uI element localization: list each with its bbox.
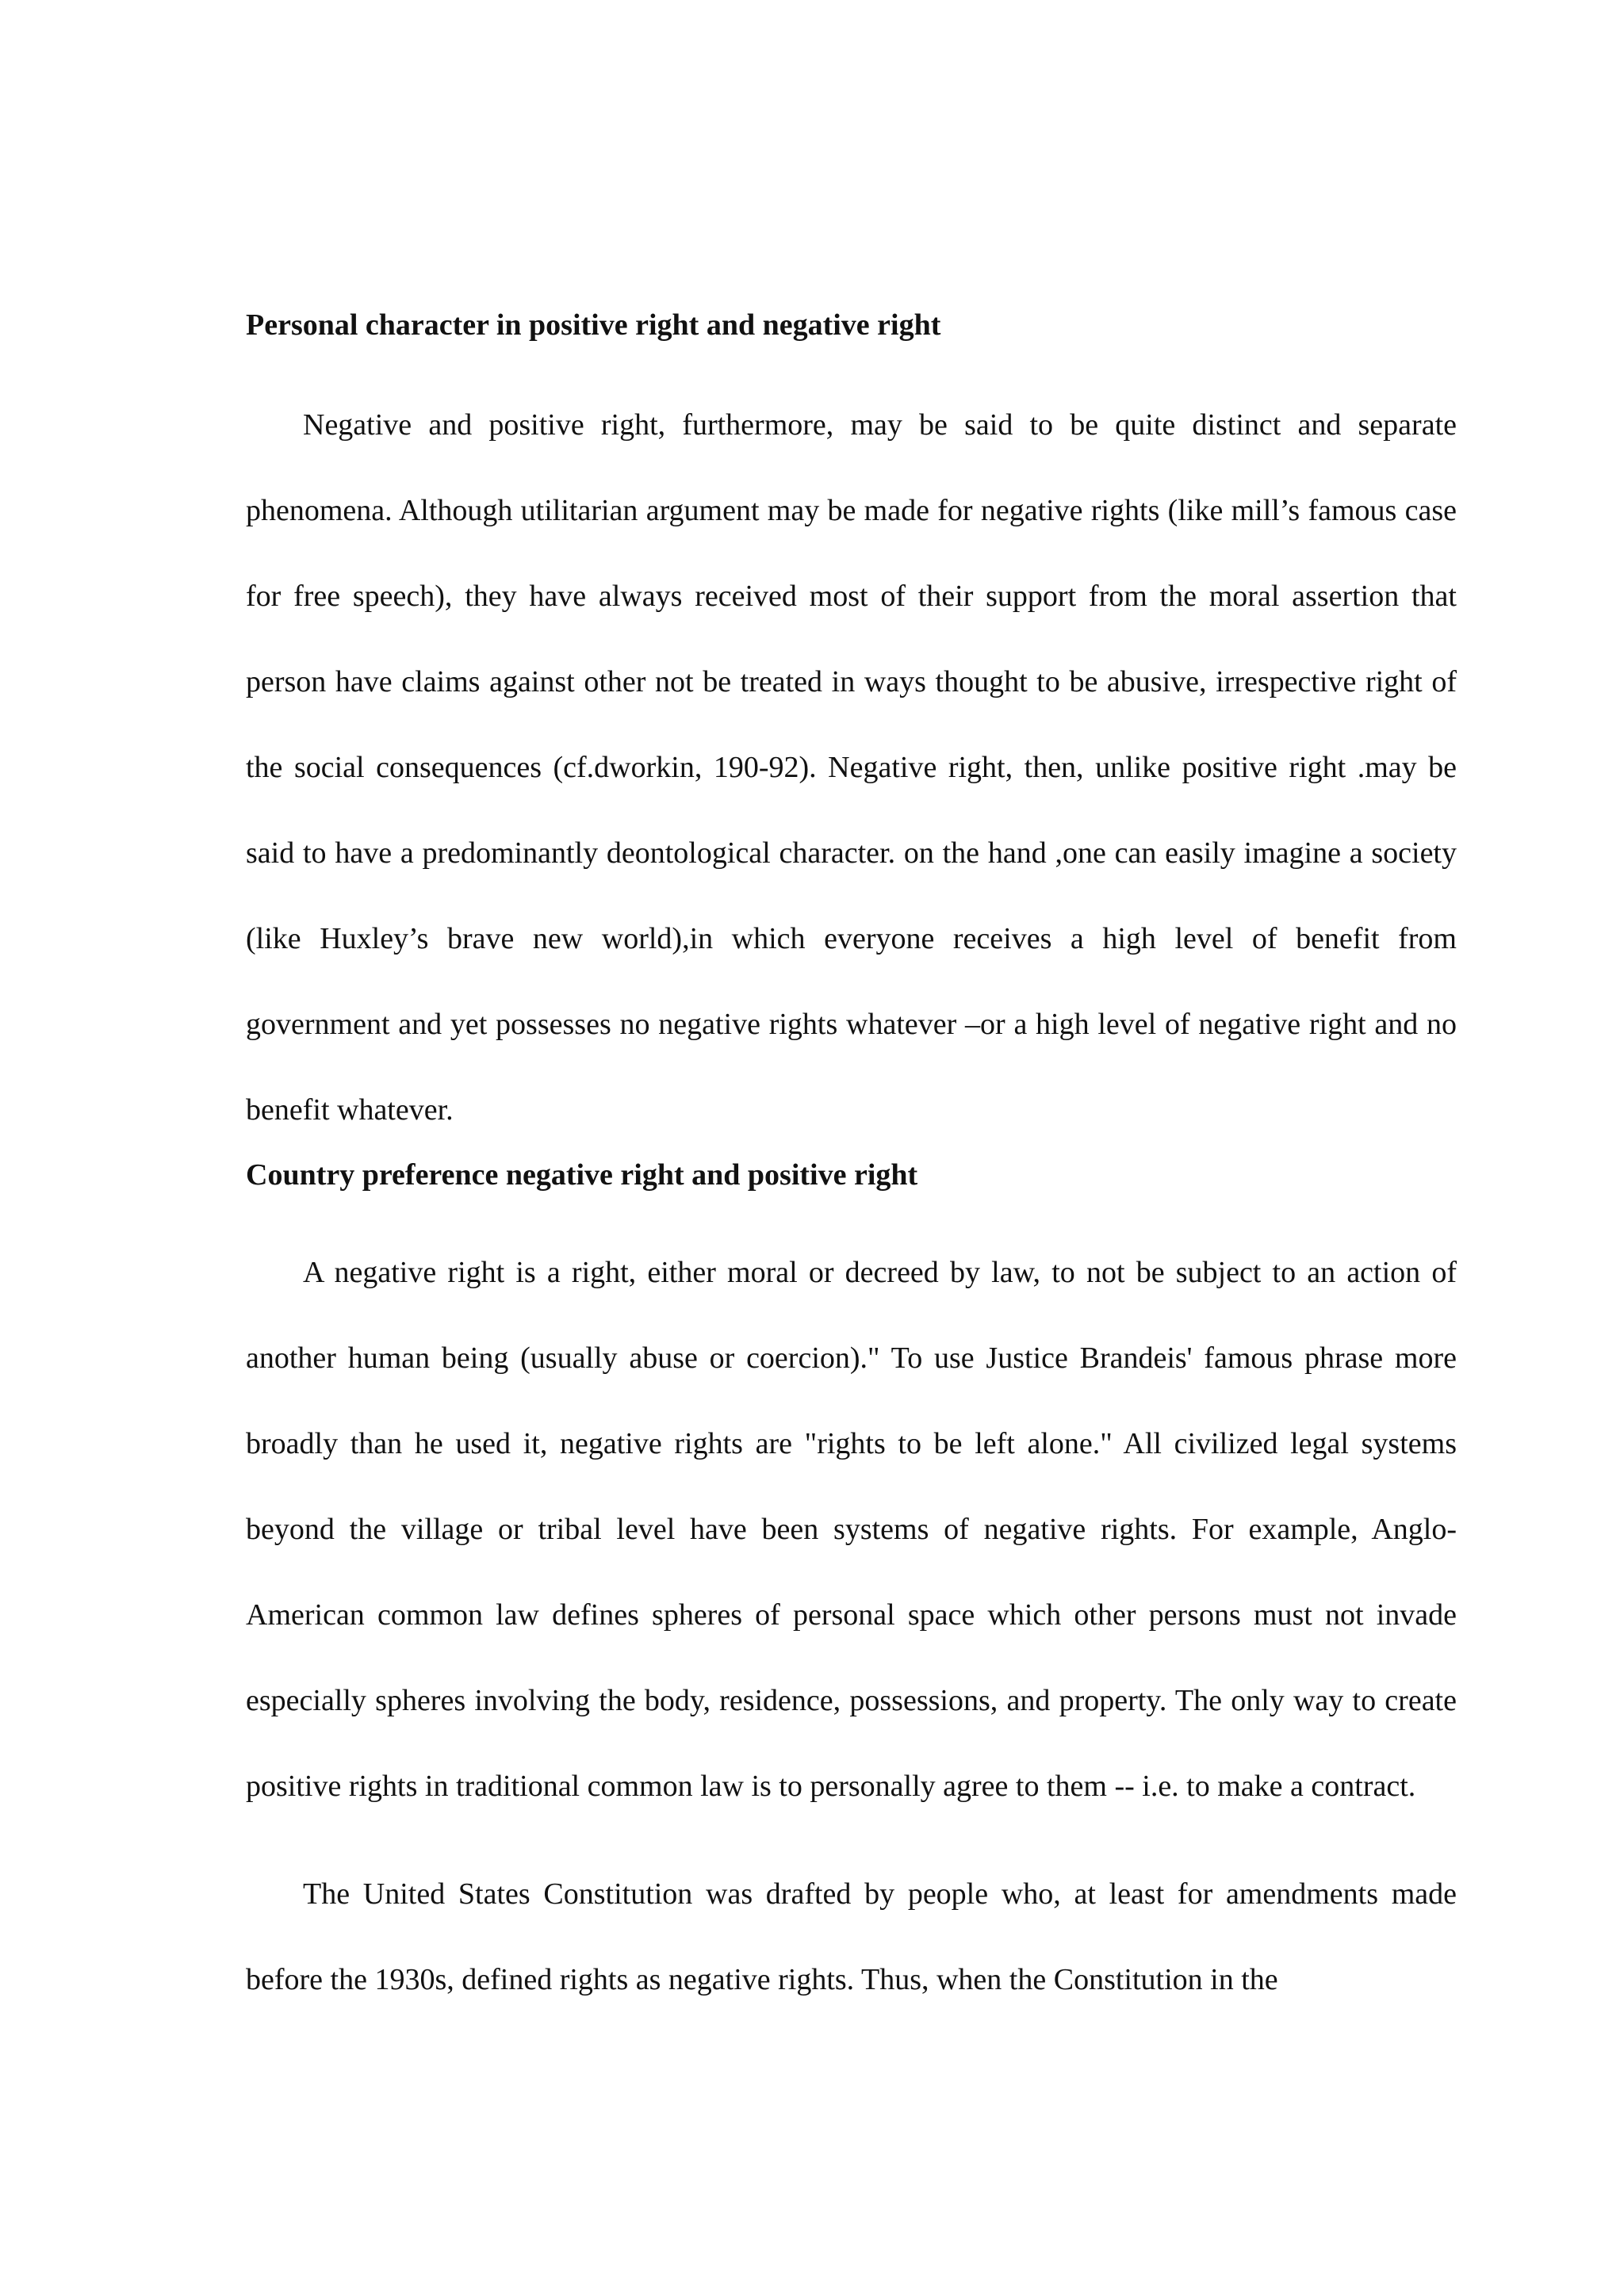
paragraph-negative-right-definition: A negative right is a right, either moral or decreed by law, to not be subject to an action of another human being (usually abuse or coercion)." To use Justice Brandeis' famous phrase more broadly than he used it, negative rights are "rights to be left alone." All civilized legal systems beyond the village or tribal level have been systems of negative rights. For example, Anglo-American common law defines spheres of personal space which other persons must not invade especially spheres involving the body, residence, possessions, and property. The only way to create positive rights in traditional common law is to personally agree to them -- i.e. to make a contract.	[246, 1256, 1457, 1803]
section-heading-country-preference: Country preference negative right and positive right	[246, 1158, 918, 1192]
document-body	[246, 305, 1457, 2022]
paragraph-personal-character: Negative and positive right, furthermore, may be said to be quite distinct and separate phenomena. Although utilitarian argument may be made for negative rights (like mill’s famous case for free speech), they have always received most of their support from the moral assertion that person have claims against other not be treated in ways thought to be abusive, irrespective right of the social consequences (cf.dworkin, 190-92). Negative right, then, unlike positive right .may be said to have a predominantly deontological character. on the hand ,one can easily imagine a society (like Huxley’s brave new world),in which everyone receives a high level of benefit from government and yet possesses no negative rights whatever –or a high level of negative right and no benefit whatever.	[246, 408, 1457, 1127]
paragraph-us-constitution: The United States Constitution was drafted by people who, at least for amendments made before the 1930s, defined rights as negative rights. Thus, when the Constitution in the	[246, 1877, 1457, 1996]
section-heading-personal-character: Personal character in positive right and negative right	[246, 308, 941, 342]
